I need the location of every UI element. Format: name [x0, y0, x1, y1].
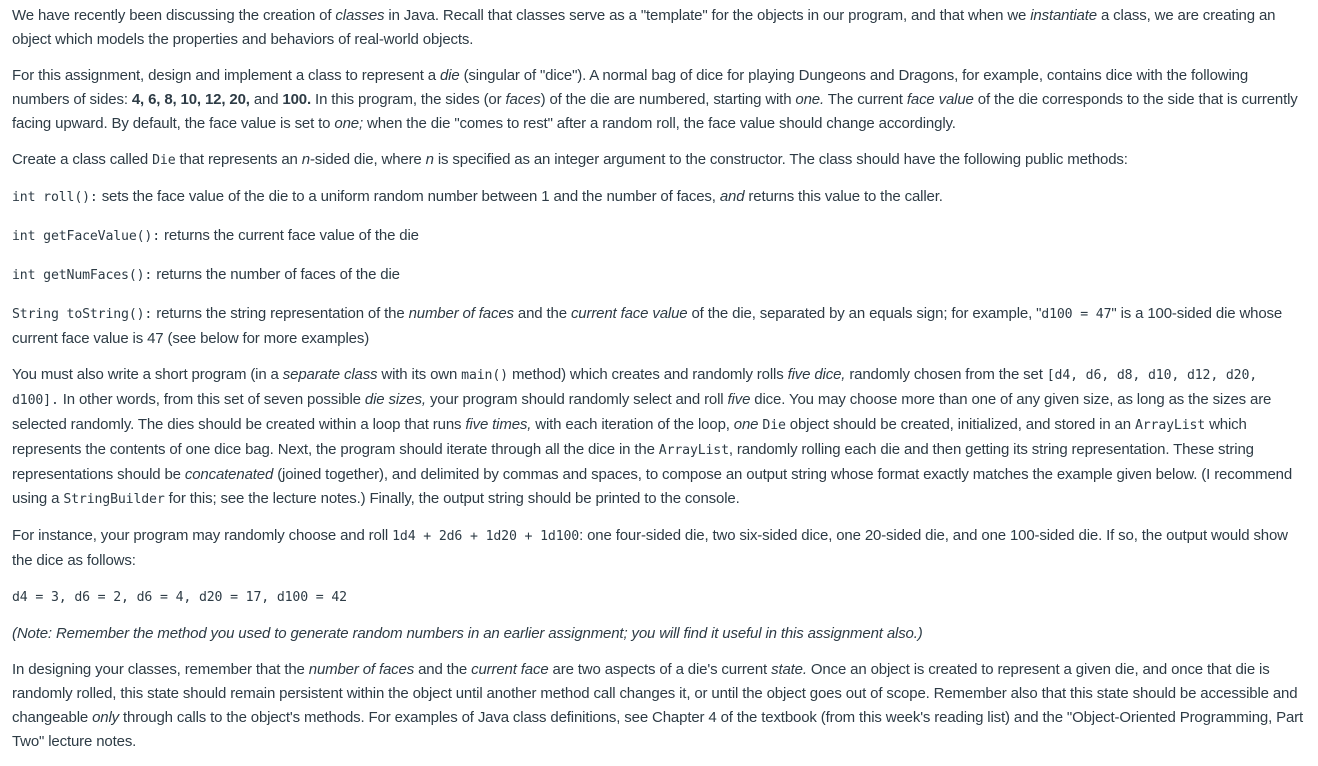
text: randomly chosen from the set	[845, 366, 1047, 383]
text: : one four-sided die, two six-sided dice, one 20-sided die, and one 100-sided die. If so, the output would show the dice as follows:	[12, 527, 1288, 569]
text: Create a class called	[12, 151, 153, 168]
emphasis: current face	[471, 661, 549, 678]
example-paragraph	[12, 524, 1308, 573]
text: returns the current face value of the die	[160, 227, 419, 244]
emphasis: five dice,	[787, 366, 846, 383]
emphasis: die sizes,	[364, 391, 426, 408]
method-signature: int getNumFaces():	[12, 268, 153, 283]
emphasis: only	[92, 709, 120, 726]
emphasis: number of faces	[408, 305, 514, 322]
text: when the die "comes to rest" after a random roll, the face value should change accordingly.	[363, 115, 956, 132]
method-get-face-value	[12, 224, 1308, 249]
code-text: Die	[152, 153, 176, 168]
text: in Java. Recall that classes serve as a "template" for the objects in our program, and that when we	[384, 7, 1031, 24]
method-signature: int roll():	[12, 190, 98, 205]
assignment-description-paragraph	[12, 64, 1308, 136]
text: and the	[414, 661, 472, 678]
emphasis: and	[719, 188, 745, 205]
text: your program should randomly select and roll	[425, 391, 728, 408]
emphasis: die	[439, 67, 460, 84]
design-paragraph	[12, 658, 1308, 754]
text: for this; see the lecture notes.) Finally, the output string should be printed to the console.	[164, 490, 740, 507]
assignment-content	[12, 4, 1308, 766]
emphasis: instantiate	[1030, 7, 1097, 24]
method-to-string	[12, 302, 1308, 351]
emphasis: one	[733, 416, 759, 433]
text: is specified as an integer argument to the constructor. The class should have the following public methods:	[433, 151, 1128, 168]
method-signature: String toString():	[12, 307, 153, 322]
example-output	[12, 585, 1308, 610]
emphasis: concatenated	[184, 466, 274, 483]
text: " is a 100-sided die whose current face value is 47 (see below for more examples)	[12, 305, 1283, 347]
method-roll	[12, 185, 1308, 210]
text: , randomly rolling each die and then getting its string representation. These string representations should be	[12, 441, 1254, 483]
text: which represents the contents of one dice bag. Next, the program should iterate through all the dice in the	[12, 416, 1247, 458]
text: In this program, the sides (or	[311, 91, 506, 108]
method-get-num-faces	[12, 263, 1308, 288]
main-program-paragraph	[12, 363, 1308, 512]
code-text: StringBuilder	[63, 492, 165, 507]
code-text: 1d4 + 2d6 + 1d20 + 1d100	[392, 529, 580, 544]
text: ) of the die are numbered, starting with	[540, 91, 796, 108]
emphasis: five	[727, 391, 751, 408]
text: (joined together), and delimited by commas and spaces, to compose an output string whose format exactly matches the example given below. (I recommend using a	[12, 466, 1293, 507]
bold-text: 4, 6, 8, 10, 12, 20,	[131, 91, 250, 108]
emphasis: separate class	[282, 366, 378, 383]
text: We have recently been discussing the creation of	[12, 7, 336, 24]
text: You must also write a short program (in a	[12, 366, 283, 383]
code-text: d100 = 47	[1041, 307, 1112, 322]
class-spec-paragraph	[12, 148, 1308, 173]
text: are two aspects of a die's current	[548, 661, 772, 678]
text: For instance, your program may randomly choose and roll	[12, 527, 393, 544]
text: of the die, separated by an equals sign; for example, "	[687, 305, 1042, 322]
text: returns the number of faces of the die	[152, 266, 400, 283]
emphasis: state.	[771, 661, 807, 678]
text: and the	[513, 305, 571, 322]
text: -sided die, where	[309, 151, 426, 168]
code-text: ArrayList	[1134, 418, 1206, 433]
text: with each iteration of the loop,	[531, 416, 734, 433]
emphasis: n	[425, 151, 434, 168]
code-text: Die	[762, 418, 786, 433]
text: Once an object is created to represent a given die, and once that die is randomly rolled, this state should remain persistent within the object until another method call changes it, or until the object goes out of scope. Remember also that this state should be accessible and changeable	[12, 661, 1298, 726]
text: dice. You may choose more than one of any given size, as long as the sizes are selected randomly. The dies should be created within a loop that runs	[12, 391, 1272, 433]
text: In other words, from this set of seven possible	[58, 391, 365, 408]
emphasis: five times,	[465, 416, 532, 433]
bold-text: 100.	[282, 91, 312, 108]
emphasis: one.	[795, 91, 825, 108]
code-text: [d4, d6, d8, d10, d12, d20, d100].	[12, 368, 1258, 408]
emphasis: one;	[334, 115, 364, 132]
emphasis: number of faces	[308, 661, 415, 678]
text: In designing your classes, remember that the	[12, 661, 309, 678]
emphasis: classes	[335, 7, 385, 24]
text: For this assignment, design and implement a class to represent a	[12, 67, 440, 84]
text: The current	[824, 91, 907, 108]
text: object should be created, initialized, and stored in an	[785, 416, 1135, 433]
text: returns the string representation of the	[152, 305, 409, 322]
note-text: (Note: Remember the method you used to generate random numbers in an earlier assignment; you will find it useful in this assignment also.)	[12, 625, 923, 642]
text: of the die corresponds to the side that is currently facing upward. By default, the face value is set to	[12, 91, 1298, 132]
text: returns this value to the caller.	[744, 188, 943, 205]
intro-paragraph	[12, 4, 1308, 52]
emphasis: face value	[906, 91, 974, 108]
code-text: main()	[461, 368, 508, 383]
note-paragraph	[12, 622, 1308, 646]
method-signature: int getFaceValue():	[12, 229, 161, 244]
text: (singular of "dice"). A normal bag of dice for playing Dungeons and Dragons, for example, contains dice with the following numbers of sides:	[12, 67, 1249, 108]
code-text: d4 = 3, d6 = 2, d6 = 4, d20 = 17, d100 = 42	[12, 590, 347, 605]
emphasis: faces	[505, 91, 541, 108]
text: through calls to the object's methods. For examples of Java class definitions, see Chapter 4 of the textbook (from this week's reading list) and the "Object-Oriented Programming, Part Two" lecture notes.	[12, 709, 1304, 750]
emphasis: n	[301, 151, 310, 168]
text: and	[249, 91, 283, 108]
text: a class, we are creating an object which models the properties and behaviors of real-world objects.	[12, 7, 1276, 48]
code-text: ArrayList	[658, 443, 729, 458]
text: with its own	[377, 366, 462, 383]
text: method) which creates and randomly rolls	[507, 366, 788, 383]
text: sets the face value of the die to a uniform random number between 1 and the number of faces,	[97, 188, 720, 205]
emphasis: current face value	[570, 305, 688, 322]
text: that represents an	[175, 151, 302, 168]
